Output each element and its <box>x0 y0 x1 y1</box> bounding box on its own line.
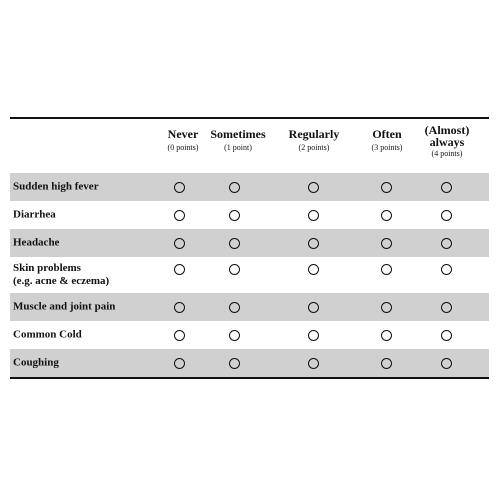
radio-often[interactable] <box>381 302 392 313</box>
radio-sometimes[interactable] <box>229 182 240 193</box>
radio-sometimes[interactable] <box>229 330 240 341</box>
symptom-label: Common Cold <box>13 328 82 341</box>
table-row <box>10 293 489 321</box>
radio-never[interactable] <box>174 264 185 275</box>
column-points: (2 points) <box>298 143 330 152</box>
radio-often[interactable] <box>381 182 392 193</box>
column-points: (3 points) <box>371 143 403 152</box>
symptom-label: Muscle and joint pain <box>13 300 116 313</box>
radio-sometimes[interactable] <box>229 302 240 313</box>
column-points: (0 points) <box>167 143 199 152</box>
table-row <box>10 349 489 377</box>
radio-regularly[interactable] <box>308 302 319 313</box>
radio-almost-always[interactable] <box>441 302 452 313</box>
radio-never[interactable] <box>174 358 185 369</box>
radio-sometimes[interactable] <box>229 238 240 249</box>
radio-almost-always[interactable] <box>441 358 452 369</box>
radio-regularly[interactable] <box>308 182 319 193</box>
column-label-line1: (Almost) <box>424 123 470 137</box>
column-label-line2: always <box>429 135 465 149</box>
table-header <box>10 119 489 173</box>
radio-almost-always[interactable] <box>441 238 452 249</box>
radio-never[interactable] <box>174 182 185 193</box>
column-header-almost-always <box>407 124 487 159</box>
radio-almost-always[interactable] <box>441 264 452 275</box>
radio-never[interactable] <box>174 210 185 221</box>
radio-sometimes[interactable] <box>229 264 240 275</box>
radio-never[interactable] <box>174 238 185 249</box>
symptom-label: Headache <box>13 236 60 249</box>
radio-never[interactable] <box>174 302 185 313</box>
table-row <box>10 257 489 293</box>
column-label: Never <box>167 127 199 141</box>
radio-often[interactable] <box>381 264 392 275</box>
radio-often[interactable] <box>381 330 392 341</box>
radio-often[interactable] <box>381 358 392 369</box>
column-points: (4 points) <box>431 149 463 158</box>
table-row <box>10 321 489 349</box>
radio-sometimes[interactable] <box>229 358 240 369</box>
column-label: Sometimes <box>210 127 266 141</box>
column-label: Regularly <box>288 127 340 141</box>
radio-regularly[interactable] <box>308 358 319 369</box>
radio-often[interactable] <box>381 238 392 249</box>
column-points: (1 point) <box>224 143 252 152</box>
column-header-sometimes <box>198 128 278 153</box>
column-header-regularly <box>274 128 354 153</box>
symptom-label: Sudden high fever <box>13 180 99 193</box>
symptom-label <box>13 262 109 288</box>
radio-regularly[interactable] <box>308 210 319 221</box>
radio-almost-always[interactable] <box>441 182 452 193</box>
column-label: Often <box>372 127 402 141</box>
radio-regularly[interactable] <box>308 330 319 341</box>
table-row <box>10 173 489 201</box>
radio-often[interactable] <box>381 210 392 221</box>
symptom-label: Diarrhea <box>13 208 56 221</box>
symptom-frequency-table <box>10 117 489 379</box>
radio-regularly[interactable] <box>308 264 319 275</box>
symptom-label-line2: (e.g. acne & eczema) <box>13 275 110 287</box>
symptom-label: Coughing <box>13 356 59 369</box>
radio-almost-always[interactable] <box>441 210 452 221</box>
symptom-label-line1: Skin problems <box>13 262 81 274</box>
table-row <box>10 229 489 257</box>
table-row <box>10 201 489 229</box>
radio-sometimes[interactable] <box>229 210 240 221</box>
radio-regularly[interactable] <box>308 238 319 249</box>
radio-almost-always[interactable] <box>441 330 452 341</box>
radio-never[interactable] <box>174 330 185 341</box>
